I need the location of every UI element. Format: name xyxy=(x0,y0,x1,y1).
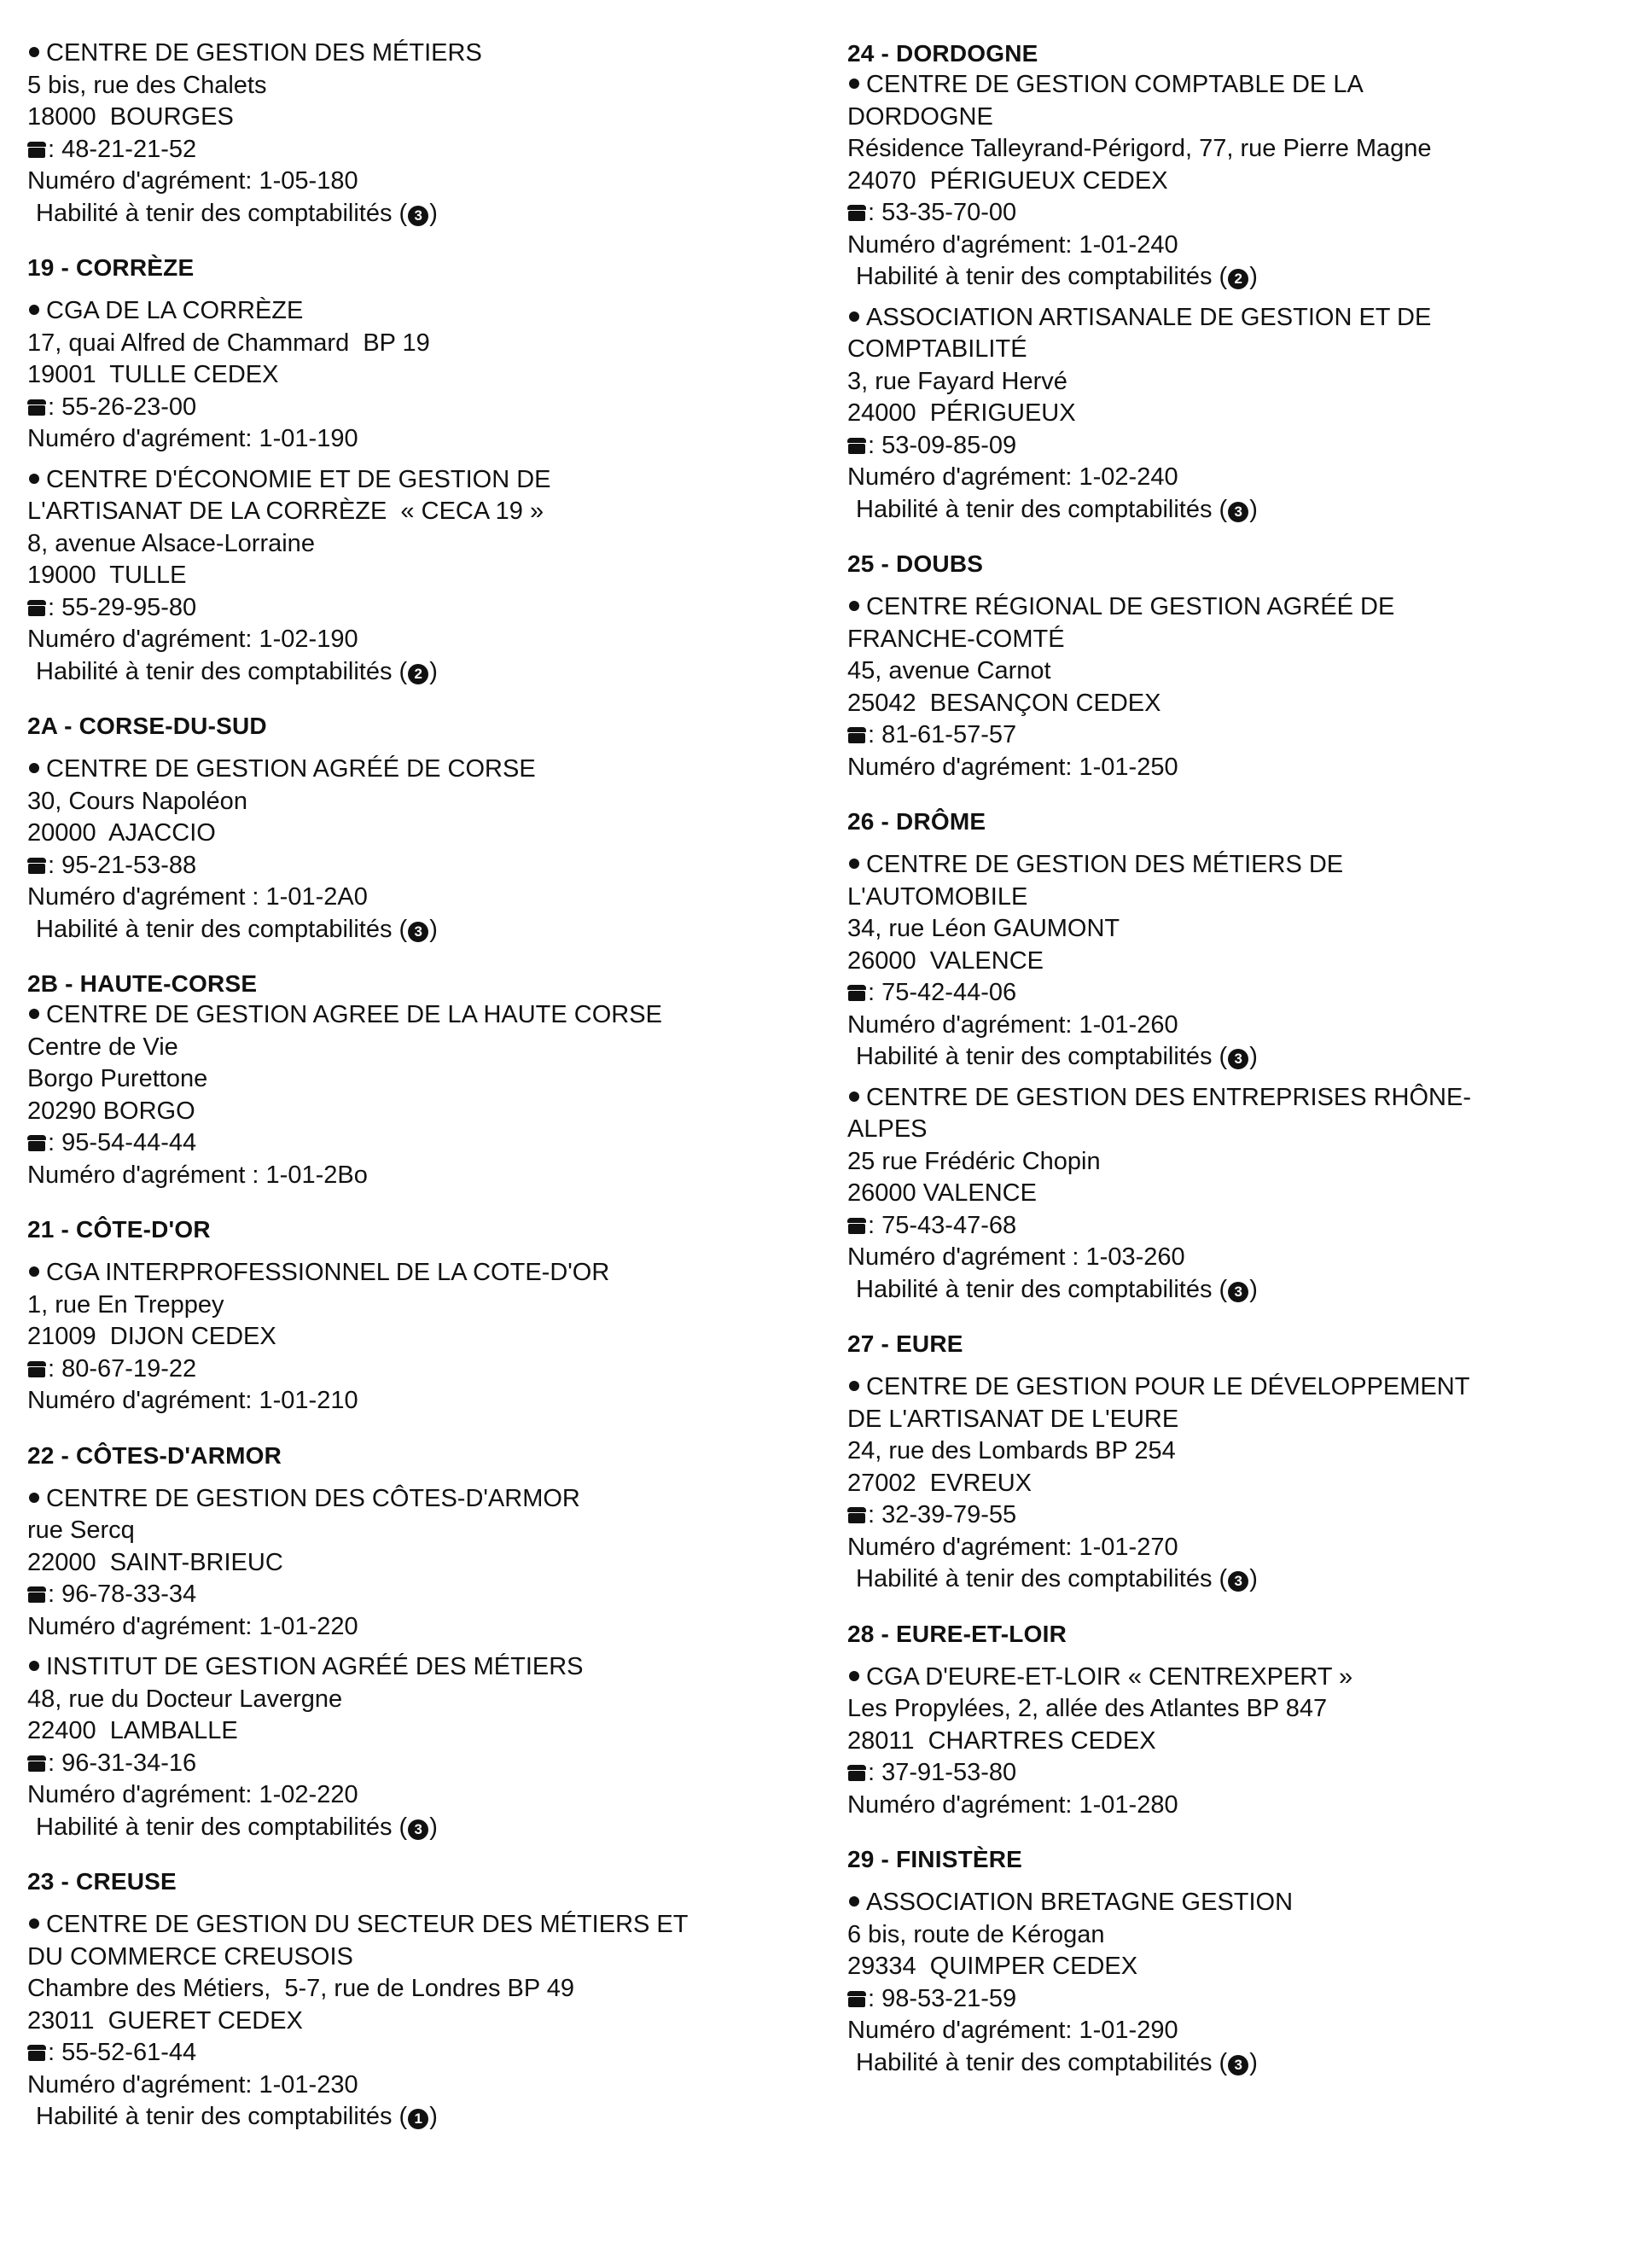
habilitation-line xyxy=(27,198,821,230)
closing-paren: ) xyxy=(429,915,438,943)
agrement-number: Numéro d'agrément: 1-01-290 xyxy=(847,2017,1178,2044)
phone-line xyxy=(27,1127,821,1160)
center-name-line xyxy=(847,102,1624,134)
phone-number: : 95-54-44-44 xyxy=(48,1129,197,1156)
habilitation-text: Habilité à tenir des comptabilités ( xyxy=(856,263,1228,290)
center-entry xyxy=(847,69,1624,294)
department-title: 25 - DOUBS xyxy=(847,550,984,577)
agrement-number: Numéro d'agrément: 1-01-270 xyxy=(847,1533,1178,1561)
telephone-icon xyxy=(27,399,46,416)
department-section xyxy=(847,38,1624,526)
center-name-line xyxy=(27,999,821,1032)
department-title: 24 - DORDOGNE xyxy=(847,40,1038,67)
department-section xyxy=(27,1866,821,2134)
center-name-text: CENTRE DE GESTION DES ENTREPRISES RHÔNE- xyxy=(866,1083,1471,1111)
address-line: 25042 BESANÇON CEDEX xyxy=(847,689,1161,717)
center-name-text: INSTITUT DE GESTION AGRÉÉ DES MÉTIERS xyxy=(46,1653,584,1680)
phone-line xyxy=(27,592,821,625)
agrement-number: Numéro d'agrément: 1-01-240 xyxy=(847,230,1178,259)
address-line: Les Propylées, 2, allée des Atlantes BP 847 xyxy=(847,1695,1328,1722)
habilitation-line xyxy=(847,1563,1624,1596)
telephone-icon xyxy=(27,857,46,874)
agrement-number: Numéro d'agrément : 1-01-2A0 xyxy=(27,883,368,911)
address-line: 29334 QUIMPER CEDEX xyxy=(847,1953,1138,1980)
department-title: 27 - EURE xyxy=(847,1330,963,1357)
address-line: 20290 BORGO xyxy=(27,1097,195,1125)
habilitation-text: Habilité à tenir des comptabilités ( xyxy=(856,1275,1228,1303)
bullet-icon xyxy=(849,311,859,322)
phone-line xyxy=(847,977,1624,1010)
phone-number: : 53-35-70-00 xyxy=(868,199,1017,226)
center-entry xyxy=(27,999,821,1191)
address-line: 28011 CHARTRES CEDEX xyxy=(847,1726,1156,1755)
telephone-icon xyxy=(847,1764,866,1781)
center-name-text: CENTRE DE GESTION AGREE DE LA HAUTE CORSE xyxy=(46,1001,662,1028)
circled-number-icon: 3 xyxy=(408,1819,428,1840)
center-name-line xyxy=(847,1662,1624,1694)
phone-number: : 32-39-79-55 xyxy=(868,1501,1017,1528)
center-name-text: CGA DE LA CORRÈZE xyxy=(46,297,304,324)
address-line: 24070 PÉRIGUEUX CEDEX xyxy=(847,166,1168,195)
address-line: 5 bis, rue des Chalets xyxy=(27,71,267,99)
address-line: 26000 VALENCE xyxy=(847,946,1044,975)
center-name-line xyxy=(27,38,821,70)
department-title: 2A - CORSE-DU-SUD xyxy=(27,713,267,739)
center-entry xyxy=(847,1662,1624,1822)
center-name-text: CENTRE DE GESTION DES CÔTES-D'ARMOR xyxy=(46,1484,580,1512)
closing-paren: ) xyxy=(429,1813,438,1841)
habilitation-line xyxy=(847,494,1624,527)
center-name-text: L'ARTISANAT DE LA CORRÈZE « CECA 19 » xyxy=(27,498,544,525)
center-name-line xyxy=(27,1257,821,1290)
center-name-line xyxy=(27,1651,821,1684)
center-name-line xyxy=(27,295,821,328)
phone-number: : 55-29-95-80 xyxy=(48,593,197,621)
center-entry xyxy=(847,1082,1624,1307)
agrement-number: Numéro d'agrément: 1-01-230 xyxy=(27,2070,358,2099)
address-line: Borgo Purettone xyxy=(27,1065,208,1092)
habilitation-line xyxy=(847,1274,1624,1307)
telephone-icon xyxy=(27,1755,46,1772)
bullet-icon xyxy=(849,859,859,869)
center-name-text: CENTRE DE GESTION DES MÉTIERS DE xyxy=(866,851,1344,878)
address-line: 6 bis, route de Kérogan xyxy=(847,1920,1105,1948)
habilitation-line xyxy=(27,2101,821,2134)
habilitation-line xyxy=(847,1041,1624,1074)
agrement-number: Numéro d'agrément: 1-02-190 xyxy=(27,626,358,653)
department-title: 28 - EURE-ET-LOIR xyxy=(847,1620,1067,1647)
circled-number-icon: 1 xyxy=(408,2109,428,2129)
phone-number: : 81-61-57-57 xyxy=(868,721,1017,748)
center-name-text: DE L'ARTISANAT DE L'EURE xyxy=(847,1405,1179,1433)
habilitation-line xyxy=(27,656,821,689)
address-line: 17, quai Alfred de Chammard BP 19 xyxy=(27,329,430,357)
habilitation-line xyxy=(847,2047,1624,2080)
phone-line xyxy=(27,1579,821,1611)
center-name-line xyxy=(27,1483,821,1516)
phone-number: : 95-21-53-88 xyxy=(48,851,197,879)
telephone-icon xyxy=(847,1990,866,2007)
circled-number-icon: 3 xyxy=(408,922,428,942)
circled-number-icon: 2 xyxy=(408,664,428,684)
address-line: 34, rue Léon GAUMONT xyxy=(847,915,1120,942)
bullet-icon xyxy=(29,305,39,315)
department-title: 22 - CÔTES-D'ARMOR xyxy=(27,1441,282,1469)
address-line: 22000 SAINT-BRIEUC xyxy=(27,1548,283,1576)
center-name-text: CENTRE RÉGIONAL DE GESTION AGRÉÉ DE xyxy=(866,593,1395,620)
address-line: 20000 AJACCIO xyxy=(27,819,216,847)
right-column xyxy=(847,38,1624,2101)
center-entry xyxy=(27,1483,821,1644)
phone-number: : 37-91-53-80 xyxy=(868,1759,1017,1786)
phone-number: : 55-52-61-44 xyxy=(48,2039,197,2066)
phone-number: : 53-09-85-09 xyxy=(868,431,1017,459)
center-name-line xyxy=(847,591,1624,624)
department-title: 21 - CÔTE-D'OR xyxy=(27,1216,211,1243)
agrement-number: Numéro d'agrément: 1-01-210 xyxy=(27,1387,358,1414)
circled-number-icon: 3 xyxy=(1228,502,1248,522)
center-name-line xyxy=(847,882,1624,914)
habilitation-text: Habilité à tenir des comptabilités ( xyxy=(856,495,1228,523)
center-name-text: ALPES xyxy=(847,1115,928,1143)
center-name-line xyxy=(847,1887,1624,1919)
address-line: 22400 LAMBALLE xyxy=(27,1717,238,1744)
agrement-number: Numéro d'agrément: 1-05-180 xyxy=(27,167,358,195)
phone-number: : 80-67-19-22 xyxy=(48,1354,197,1383)
phone-line xyxy=(847,1210,1624,1243)
center-name-line xyxy=(27,754,821,786)
telephone-icon xyxy=(27,1360,46,1377)
center-name-text: CGA D'EURE-ET-LOIR « CENTREXPERT » xyxy=(866,1662,1353,1691)
address-line: 25 rue Frédéric Chopin xyxy=(847,1147,1101,1175)
agrement-number: Numéro d'agrément: 1-01-250 xyxy=(847,753,1178,781)
bullet-icon xyxy=(29,1661,39,1671)
address-line: Résidence Talleyrand-Périgord, 77, rue Pierre Magne xyxy=(847,135,1432,162)
center-name-line xyxy=(27,1909,821,1942)
department-section xyxy=(27,1214,821,1418)
phone-number: : 55-26-23-00 xyxy=(48,393,197,421)
bullet-icon xyxy=(29,47,39,57)
center-name-text: CENTRE DE GESTION AGRÉÉ DE CORSE xyxy=(46,755,536,783)
closing-paren: ) xyxy=(1249,1043,1258,1070)
phone-number: : 96-78-33-34 xyxy=(48,1581,197,1608)
department-section xyxy=(847,806,1624,1306)
phone-number: : 98-53-21-59 xyxy=(868,1984,1017,2012)
bullet-icon xyxy=(29,474,39,484)
address-line: 24000 PÉRIGUEUX xyxy=(847,399,1076,427)
telephone-icon xyxy=(27,2044,46,2061)
address-line: 30, Cours Napoléon xyxy=(27,787,247,815)
phone-number: : 75-43-47-68 xyxy=(868,1211,1017,1239)
closing-paren: ) xyxy=(429,199,438,227)
address-line: 3, rue Fayard Hervé xyxy=(847,367,1067,395)
closing-paren: ) xyxy=(429,2103,438,2130)
circled-number-icon: 2 xyxy=(1228,269,1248,289)
phone-line xyxy=(27,850,821,882)
habilitation-text: Habilité à tenir des comptabilités ( xyxy=(36,199,408,227)
telephone-icon xyxy=(27,599,46,616)
habilitation-line xyxy=(27,1812,821,1844)
bullet-icon xyxy=(29,1493,39,1503)
address-line: 27002 EVREUX xyxy=(847,1469,1032,1497)
bullet-icon xyxy=(849,1896,859,1907)
bullet-icon xyxy=(849,1092,859,1102)
center-name-line xyxy=(847,624,1624,656)
center-entry xyxy=(27,1257,821,1418)
center-name-line xyxy=(847,334,1624,366)
closing-paren: ) xyxy=(429,657,438,685)
address-line: Chambre des Métiers, 5-7, rue de Londres BP 49 xyxy=(27,1975,575,2002)
circled-number-icon: 3 xyxy=(1228,1049,1248,1069)
agrement-number: Numéro d'agrément: 1-02-240 xyxy=(847,463,1178,491)
habilitation-text: Habilité à tenir des comptabilités ( xyxy=(856,1043,1228,1070)
center-entry xyxy=(27,1909,821,2134)
center-name-line xyxy=(847,1114,1624,1146)
agrement-number: Numéro d'agrément: 1-01-220 xyxy=(27,1612,358,1640)
center-name-text: COMPTABILITÉ xyxy=(847,335,1027,363)
telephone-icon xyxy=(847,726,866,743)
center-entry xyxy=(27,1651,821,1843)
center-name-text: CENTRE DE GESTION DU SECTEUR DES MÉTIERS ET xyxy=(46,1911,689,1938)
phone-line xyxy=(847,430,1624,463)
center-name-line xyxy=(847,1404,1624,1436)
address-line: Centre de Vie xyxy=(27,1033,178,1061)
center-name-line xyxy=(847,1082,1624,1115)
center-entry xyxy=(847,1887,1624,2079)
telephone-icon xyxy=(847,437,866,454)
center-entry xyxy=(27,754,821,946)
department-section xyxy=(27,968,821,1191)
circled-number-icon: 3 xyxy=(408,206,428,226)
center-name-line xyxy=(27,1942,821,1974)
department-title: 2B - HAUTE-CORSE xyxy=(27,970,258,997)
center-name-text: ASSOCIATION BRETAGNE GESTION xyxy=(866,1889,1294,1916)
left-column xyxy=(27,38,821,2156)
department-section xyxy=(847,1618,1624,1822)
agrement-number: Numéro d'agrément : 1-03-260 xyxy=(847,1243,1185,1271)
address-line: 48, rue du Docteur Lavergne xyxy=(27,1685,343,1713)
department-title: 19 - CORRÈZE xyxy=(27,254,195,281)
address-line: 45, avenue Carnot xyxy=(847,657,1051,684)
department-title: 29 - FINISTÈRE xyxy=(847,1846,1023,1872)
bullet-icon xyxy=(849,1671,859,1681)
center-name-line xyxy=(847,1371,1624,1404)
closing-paren: ) xyxy=(1249,1275,1258,1303)
habilitation-line xyxy=(27,914,821,946)
phone-line xyxy=(847,1757,1624,1790)
center-entry xyxy=(847,1371,1624,1596)
agrement-number: Numéro d'agrément: 1-01-280 xyxy=(847,1790,1178,1819)
address-line: 26000 VALENCE xyxy=(847,1179,1037,1207)
bullet-icon xyxy=(29,1009,39,1019)
department-section xyxy=(27,38,821,230)
address-line: 24, rue des Lombards BP 254 xyxy=(847,1437,1176,1464)
telephone-icon xyxy=(847,1217,866,1234)
center-name-line xyxy=(27,464,821,497)
department-section xyxy=(27,252,821,688)
department-section xyxy=(27,710,821,946)
center-name-line xyxy=(27,496,821,528)
habilitation-text: Habilité à tenir des comptabilités ( xyxy=(36,1813,408,1841)
phone-line xyxy=(847,197,1624,230)
agrement-number: Numéro d'agrément : 1-01-2Bo xyxy=(27,1161,368,1189)
agrement-number: Numéro d'agrément: 1-01-190 xyxy=(27,425,358,452)
department-section xyxy=(847,548,1624,783)
phone-line xyxy=(847,1983,1624,2016)
telephone-icon xyxy=(847,1506,866,1523)
center-name-line xyxy=(847,302,1624,335)
department-section xyxy=(847,1328,1624,1596)
center-name-text: CENTRE DE GESTION DES MÉTIERS xyxy=(46,39,482,67)
closing-paren: ) xyxy=(1249,2048,1258,2076)
phone-line xyxy=(847,1499,1624,1532)
closing-paren: ) xyxy=(1249,495,1258,523)
habilitation-text: Habilité à tenir des comptabilités ( xyxy=(36,2103,408,2130)
bullet-icon xyxy=(849,79,859,89)
center-name-text: CENTRE DE GESTION POUR LE DÉVELOPPEMENT xyxy=(866,1373,1470,1400)
telephone-icon xyxy=(27,1134,46,1151)
phone-line xyxy=(27,392,821,424)
habilitation-line xyxy=(847,261,1624,294)
department-section xyxy=(847,1843,1624,2079)
center-name-text: CENTRE D'ÉCONOMIE ET DE GESTION DE xyxy=(46,465,551,493)
department-title: 26 - DRÔME xyxy=(847,808,986,835)
center-entry xyxy=(27,295,821,456)
bullet-icon xyxy=(29,1266,39,1277)
phone-line xyxy=(847,719,1624,752)
closing-paren: ) xyxy=(1249,263,1258,290)
center-name-text: DU COMMERCE CREUSOIS xyxy=(27,1942,353,1971)
telephone-icon xyxy=(847,204,866,221)
phone-line xyxy=(27,1354,821,1386)
address-line: 8, avenue Alsace-Lorraine xyxy=(27,529,315,557)
address-line: rue Sercq xyxy=(27,1517,135,1544)
address-line: 19001 TULLE CEDEX xyxy=(27,361,279,388)
habilitation-text: Habilité à tenir des comptabilités ( xyxy=(856,1565,1228,1592)
phone-number: : 96-31-34-16 xyxy=(48,1749,197,1777)
closing-paren: ) xyxy=(1249,1565,1258,1592)
center-name-text: CGA INTERPROFESSIONNEL DE LA COTE-D'OR xyxy=(46,1259,610,1286)
bullet-icon xyxy=(849,1381,859,1391)
telephone-icon xyxy=(27,141,46,158)
center-name-text: DORDOGNE xyxy=(847,102,993,131)
telephone-icon xyxy=(27,1586,46,1603)
center-name-text: FRANCHE-COMTÉ xyxy=(847,625,1065,653)
habilitation-text: Habilité à tenir des comptabilités ( xyxy=(856,2048,1228,2076)
center-name-text: L'AUTOMOBILE xyxy=(847,882,1028,911)
phone-line xyxy=(27,2037,821,2070)
agrement-number: Numéro d'agrément: 1-01-260 xyxy=(847,1010,1178,1039)
habilitation-text: Habilité à tenir des comptabilités ( xyxy=(36,657,408,685)
bullet-icon xyxy=(849,601,859,611)
agrement-number: Numéro d'agrément: 1-02-220 xyxy=(27,1781,358,1808)
center-entry xyxy=(847,849,1624,1074)
department-section xyxy=(27,1440,821,1844)
circled-number-icon: 3 xyxy=(1228,1282,1248,1302)
phone-number: : 48-21-21-52 xyxy=(48,135,197,163)
habilitation-text: Habilité à tenir des comptabilités ( xyxy=(36,915,408,943)
bullet-icon xyxy=(29,1918,39,1929)
address-line: 21009 DIJON CEDEX xyxy=(27,1323,276,1350)
center-entry xyxy=(847,302,1624,527)
center-name-text: CENTRE DE GESTION COMPTABLE DE LA xyxy=(866,71,1364,98)
phone-line xyxy=(27,134,821,166)
address-line: 18000 BOURGES xyxy=(27,103,234,131)
bullet-icon xyxy=(29,763,39,773)
center-name-line xyxy=(847,849,1624,882)
circled-number-icon: 3 xyxy=(1228,1571,1248,1592)
center-entry xyxy=(847,591,1624,783)
circled-number-icon: 3 xyxy=(1228,2055,1248,2075)
center-name-line xyxy=(847,69,1624,102)
telephone-icon xyxy=(847,984,866,1001)
center-entry xyxy=(27,38,821,230)
department-title: 23 - CREUSE xyxy=(27,1868,177,1895)
center-entry xyxy=(27,464,821,689)
phone-number: : 75-42-44-06 xyxy=(868,979,1017,1006)
address-line: 23011 GUERET CEDEX xyxy=(27,2006,303,2035)
address-line: 1, rue En Treppey xyxy=(27,1290,224,1319)
address-line: 19000 TULLE xyxy=(27,562,187,589)
phone-line xyxy=(27,1748,821,1780)
center-name-text: ASSOCIATION ARTISANALE DE GESTION ET DE xyxy=(866,303,1432,331)
